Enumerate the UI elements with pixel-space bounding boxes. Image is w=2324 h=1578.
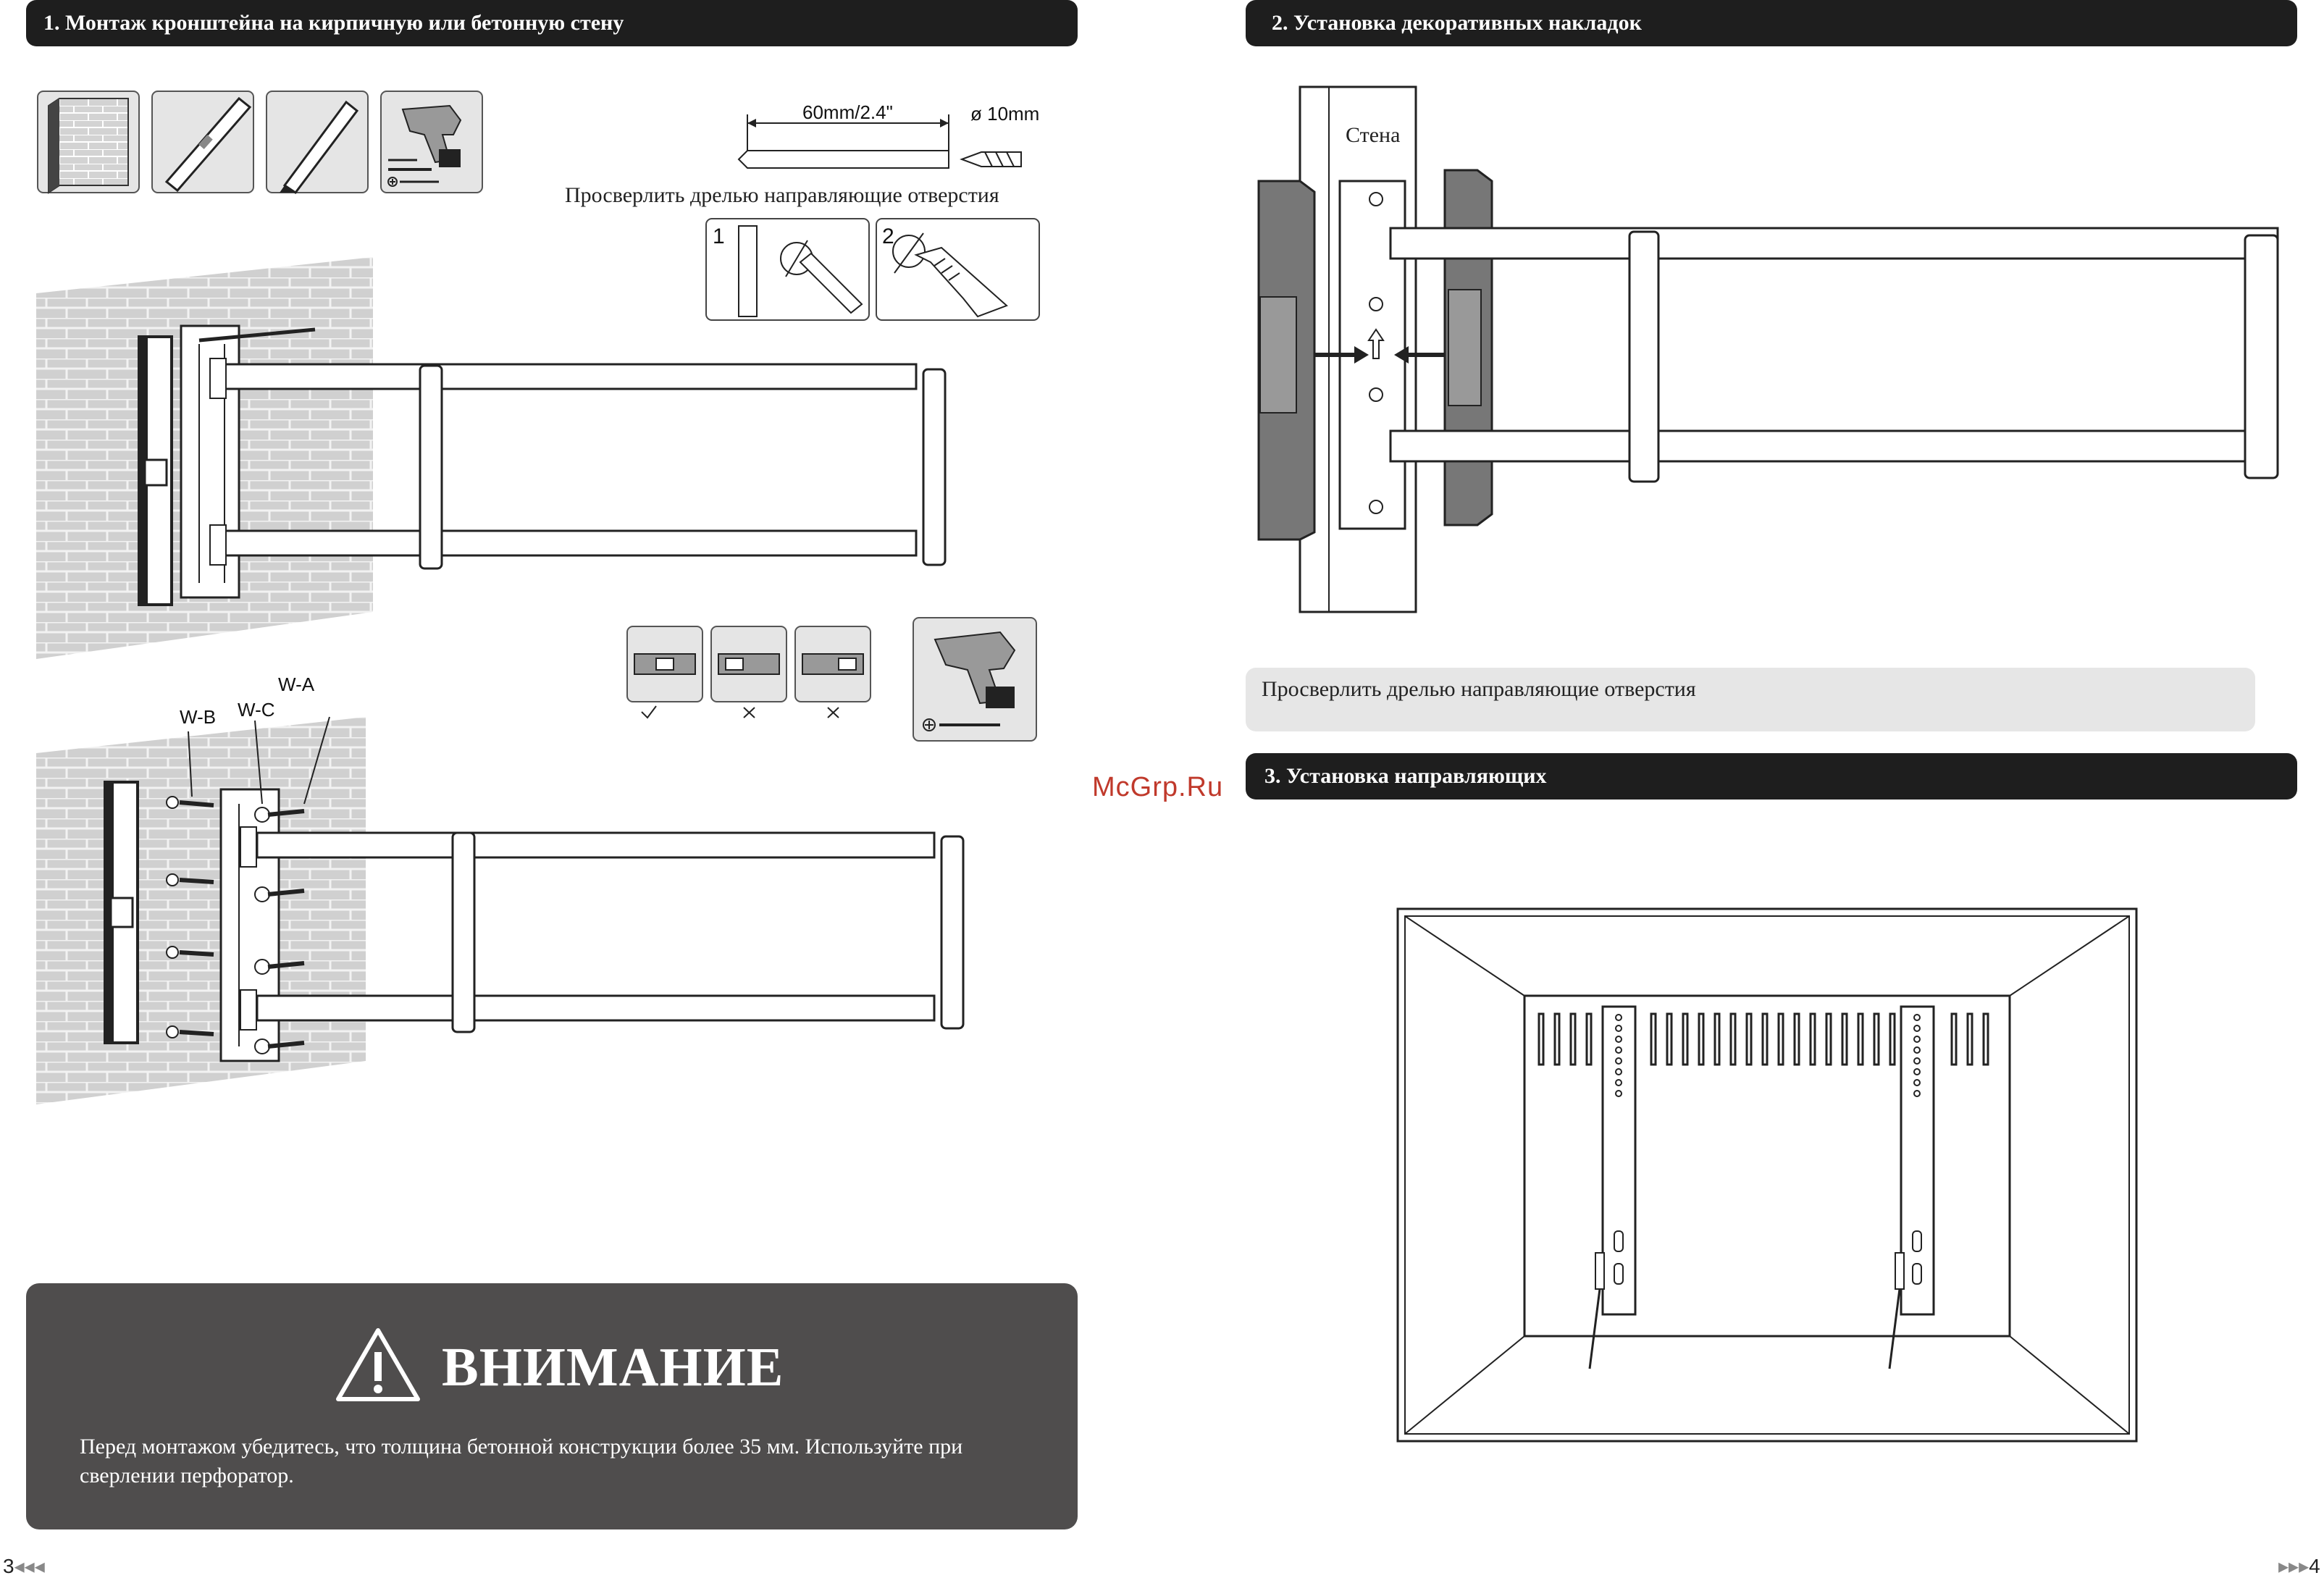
section-2-title: 2. Установка декоративных накладок: [1272, 11, 1642, 35]
brick-wall-bottom: [36, 717, 366, 1104]
page-number-right: [2278, 1554, 2320, 1578]
section-1-header: [26, 0, 1078, 46]
level-tool-icon: [152, 91, 253, 193]
pencil-icon: [267, 91, 368, 193]
spirit-level-bottom: [105, 782, 138, 1043]
drill-depth-label: 60mm/2.4": [802, 101, 893, 123]
drill-instruction: Просверлить дрелью направляющие отверстия: [565, 183, 999, 207]
level-wrong-left-icon: [711, 626, 786, 718]
level-correct-icon: [627, 626, 702, 718]
decorative-covers-diagram: [1253, 80, 2281, 619]
section-3-title: 3. Установка направляющих: [1264, 764, 1547, 788]
tool-icons-row: [38, 91, 487, 196]
section-1-title: 1. Монтаж кронштейна на кирпичную или бетонную стену: [43, 11, 624, 35]
level-wrong-right-icon: [795, 626, 871, 718]
brick-wall-icon: [38, 91, 139, 193]
bracket-wall-diagram-bottom: [36, 717, 978, 1108]
step-2-number: 2: [882, 224, 894, 248]
drill-diameter-label: ø 10mm: [970, 103, 1040, 125]
right-cover: [1445, 170, 1492, 525]
bracket-wall-diagram-top: [36, 257, 963, 663]
page-number-left: [3, 1554, 45, 1578]
bolt-label-wc: W-C: [238, 699, 275, 721]
note-text: Просверлить дрелью направляющие отверстия: [1262, 677, 1696, 701]
bolt-label-wb: W-B: [180, 706, 217, 728]
section-2-header: [1246, 0, 2297, 46]
left-cover: [1259, 181, 1314, 540]
chevrons-left-icon: ◂◂◂: [14, 1555, 45, 1577]
bolt-label-wa: W-A: [278, 673, 315, 695]
step-1-number: 1: [713, 224, 725, 248]
wall-label: Стена: [1346, 123, 1401, 147]
bracket-arms-section2: [1390, 228, 2278, 482]
watermark: McGrp.Ru: [1092, 772, 1224, 802]
chevrons-right-icon: ▸▸▸: [2278, 1555, 2310, 1577]
tv-rails-diagram: [1394, 905, 2140, 1445]
section-3-header: [1246, 753, 2297, 800]
drill-bit-icon: [962, 152, 1021, 167]
spirit-level: [139, 337, 172, 605]
page-number-left-text: 3: [3, 1555, 14, 1577]
warning-box: [26, 1283, 1078, 1529]
tv-frame: [1398, 909, 2136, 1441]
warning-text: Перед монтажом убедитесь, что толщина бетонной конструкции более 35 мм. Используйте при сверлении перфоратор.: [80, 1435, 963, 1487]
drill-and-screws-icon: [381, 91, 482, 193]
page-number-right-text: 4: [2309, 1555, 2320, 1577]
warning-triangle-icon: [335, 1327, 421, 1403]
warning-title: ВНИМАНИЕ: [442, 1337, 784, 1398]
